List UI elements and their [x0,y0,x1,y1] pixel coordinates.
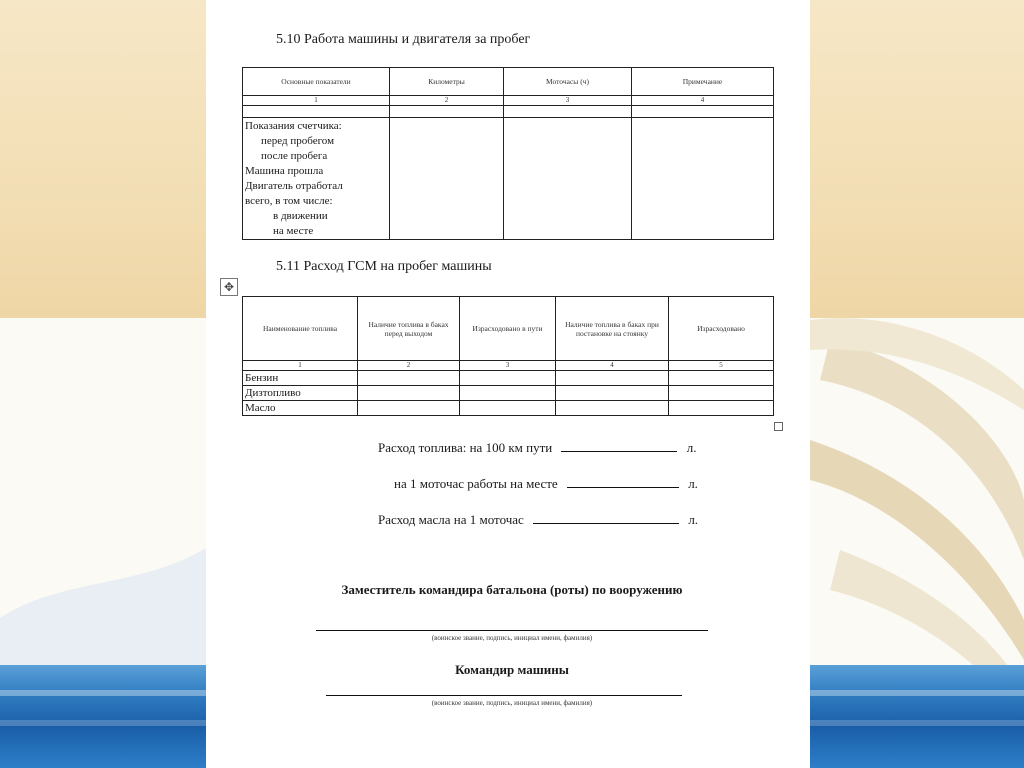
table-511 [242,296,774,416]
oil-per-motohour-blank[interactable] [533,513,679,524]
table-cell[interactable] [556,401,669,416]
fuel-row-label: Дизтопливо [243,386,358,401]
table-cell[interactable] [669,386,774,401]
table-cell[interactable] [460,386,556,401]
header-cell: Основные показатели [243,68,390,96]
wave-decoration-left [0,318,206,668]
table-cell[interactable] [632,118,774,240]
header-cell: Примечание [632,68,774,96]
table-cell[interactable] [460,371,556,386]
unit-label: л. [688,476,698,491]
column-number: 5 [669,361,774,371]
deputy-caption: (воинское звание, подпись, инициал имени, фамилия) [431,634,593,642]
table-cell[interactable] [390,106,504,118]
oil-per-motohour-line [378,512,698,528]
row-label: Показания счетчика: [245,120,342,132]
table-510 [242,67,774,240]
table-cell[interactable] [358,371,460,386]
fuel-per-motohour-blank[interactable] [567,477,679,488]
unit-label: л. [688,512,699,527]
section-510-title: 5.10 Работа машины и двигателя за пробег [276,32,531,47]
fuel-per-100km-line [378,440,696,456]
fuel-per-motohour-label: на 1 моточас работы на месте [394,476,558,491]
table-cell[interactable] [632,106,774,118]
row-label: после пробега [261,150,328,162]
row-label: всего, в том числе: [245,195,333,207]
fuel-per-motohour-line [394,476,698,492]
fuel-row-label: Бензин [243,371,358,386]
column-number: 3 [504,96,632,106]
deputy-signature-line[interactable] [316,630,708,631]
table-cell[interactable] [556,371,669,386]
fuel-per-100km-blank[interactable] [561,441,677,452]
table-cell[interactable] [358,401,460,416]
row-label: на месте [273,225,314,237]
column-number: 1 [243,96,390,106]
table-cell[interactable] [243,106,390,118]
header-cell: Километры [390,68,504,96]
table-cell[interactable] [460,401,556,416]
commander-caption: (воинское звание, подпись, инициал имени, фамилия) [431,699,593,707]
row-labels-cell [243,118,390,240]
commander-signature-line[interactable] [326,695,682,696]
header-cell: Израсходовано [669,297,774,361]
table-cell[interactable] [669,371,774,386]
oil-per-motohour-label: Расход масла на 1 моточас [378,512,524,527]
row-label: Двигатель отработал [245,180,343,192]
table-cell[interactable] [556,386,669,401]
table-cell[interactable] [390,118,504,240]
table-cell[interactable] [504,118,632,240]
move-icon[interactable]: ✥ [220,278,238,296]
column-number: 4 [556,361,669,371]
table-cell[interactable] [358,386,460,401]
header-cell: Наличие топлива в баках перед выходом [358,297,460,361]
slide-background-left [0,0,206,768]
resize-handle-icon[interactable] [774,422,783,431]
fuel-per-100km-label: Расход топлива: на 100 км пути [378,440,553,455]
column-number: 4 [632,96,774,106]
slide-background-right [810,0,1024,768]
column-number: 1 [243,361,358,371]
vehicle-commander-title: Командир машины [455,662,569,677]
fuel-row-label: Масло [243,401,358,416]
row-label: перед пробегом [261,135,335,147]
column-number: 3 [460,361,556,371]
column-number: 2 [358,361,460,371]
header-cell: Наличие топлива в баках при постановке на стоянку [556,297,669,361]
unit-label: л. [686,440,697,455]
wave-decoration-right [810,300,1024,720]
header-cell: Наименование топлива [243,297,358,361]
header-cell: Моточасы (ч) [504,68,632,96]
table-cell[interactable] [669,401,774,416]
table-cell[interactable] [504,106,632,118]
header-cell: Израсходовано в пути [460,297,556,361]
section-511-title: 5.11 Расход ГСМ на пробег машины [276,259,492,274]
deputy-commander-title: Заместитель командира батальона (роты) по вооружению [341,582,683,597]
row-label: в движении [273,210,328,222]
row-label: Машина прошла [245,165,324,177]
column-number: 2 [390,96,504,106]
